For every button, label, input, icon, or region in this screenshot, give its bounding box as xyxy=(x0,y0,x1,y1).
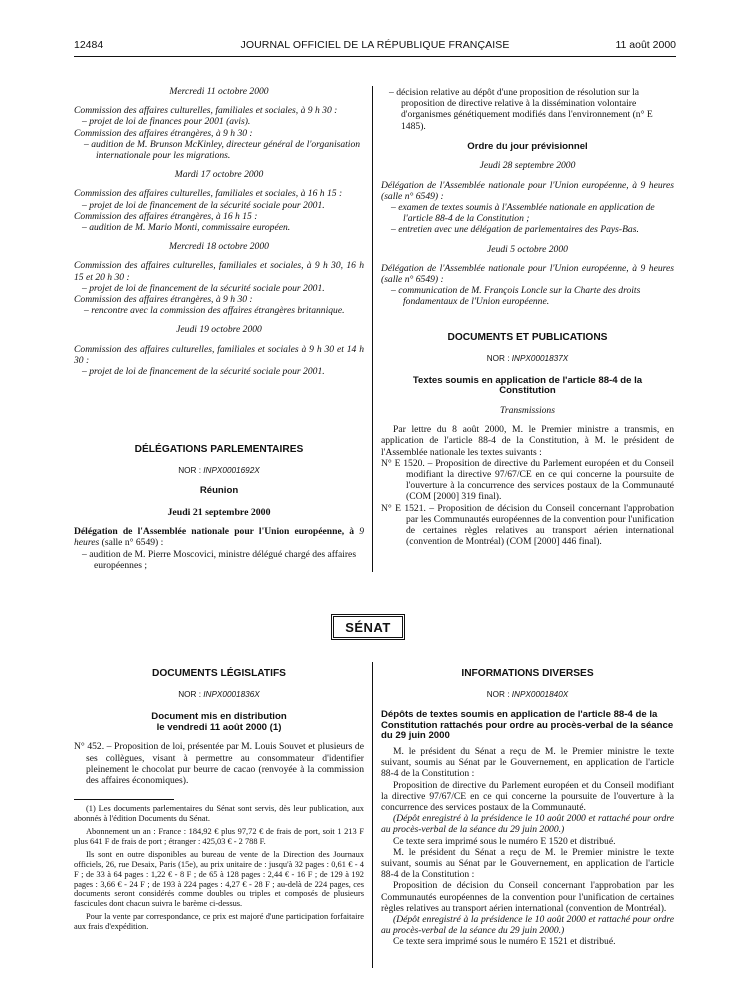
agenda-item: Commission des affaires culturelles, familiales et sociales, à 16 h 15 : xyxy=(74,188,343,200)
nor-label: NOR : xyxy=(178,466,201,476)
senat-label: SÉNAT xyxy=(345,619,391,635)
day-heading: Jeudi 5 octobre 2000 xyxy=(487,243,568,255)
body-paragraph: Par lettre du 8 août 2000, M. le Premier ministre a transmis, en application de l'article 88-4 de la Constitution, à M. le président de l'Assemblée nationale les textes suivants : xyxy=(381,424,674,458)
agenda-item: – audition de M. Brunson McKinley, directeur général de l'organisation internationale pour les migrations. xyxy=(84,138,361,162)
page-number: 12484 xyxy=(74,39,104,51)
agenda-item: Délégation de l'Assemblée nationale pour l'Union européenne, à 9 heures (salle n° 6549) : xyxy=(381,179,674,202)
nor-label: NOR : xyxy=(178,690,201,700)
nor-reference xyxy=(381,689,674,700)
subsection-title: Textes soumis en application de l'article 88-4 de la Constitution xyxy=(412,374,643,397)
footnote: (1) Les documents parlementaires du Sénat sont servis, dès leur publication, aux abonnés à l'édition Documents du Sénat. xyxy=(74,804,364,824)
agenda-item: – audition de M. Pierre Moscovici, ministre délégué chargé des affaires européennes ; xyxy=(82,548,357,571)
body-bold: Délégation de l'Assemblée nationale pour l'Union européenne, à xyxy=(74,526,355,538)
document-entry: N° 452. – Proposition de loi, présentée par M. Louis Souvet et plusieurs de ses collègues, visant à permettre au consommateur d'identifier pleinement le chocolat pur beurre de cacao (renvoyée à la commission des affaires économiques). xyxy=(74,741,364,787)
agenda-item: – audition de M. Mario Monti, commissaire européen. xyxy=(82,222,291,234)
agenda-item: – projet de loi de financement de la sécurité sociale pour 2001. xyxy=(82,199,325,211)
document-title: le vendredi 11 août 2000 (1) xyxy=(156,721,282,733)
meeting-date: Jeudi 21 septembre 2000 xyxy=(167,506,271,518)
body-paragraph: (Dépôt enregistré à la présidence le 10 août 2000 et rattaché pour ordre au procès-verbal de la séance du 29 juin 2000.) xyxy=(381,813,674,836)
day-heading: Mardi 17 octobre 2000 xyxy=(174,169,264,181)
agenda-item: Commission des affaires étrangères, à 16 h 15 : xyxy=(74,210,258,222)
body-paragraph: Ce texte sera imprimé sous le numéro E 1521 et distribué. xyxy=(393,936,616,948)
nor-reference xyxy=(74,465,364,476)
nor-label: NOR : xyxy=(486,690,510,700)
footnote: Pour la vente par correspondance, ce prix est majoré d'une participation forfaitaire aux frais d'expédition. xyxy=(74,912,364,932)
day-heading: Jeudi 19 octobre 2000 xyxy=(176,324,262,336)
body-italic: 9 heures xyxy=(74,526,364,549)
body-paragraph: Ce texte sera imprimé sous le numéro E 1520 et distribué. xyxy=(393,835,616,847)
body-paragraph: M. le président du Sénat a reçu de M. le Premier ministre le texte suivant, soumis au Sénat par le Gouvernement, en application de l'article 88-4 de la Constitution : xyxy=(381,745,674,780)
agenda-item: – examen de textes soumis à l'Assemblée nationale en application de l'article 88-4 de la Constitution ; xyxy=(391,201,655,225)
document-title: Document mis en distribution xyxy=(151,711,287,723)
senat-heading-box xyxy=(331,614,405,640)
text-entry: N° E 1520. – Proposition de directive du Parlement européen et du Conseil modifiant la directive 97/67/CE en ce qui concerne la poursuite de l'ouverture à la concurrence des services postaux de la Communauté (COM [2000] 319 final). xyxy=(381,457,674,503)
agenda-item: – projet de loi de financement de la sécurité sociale pour 2001. xyxy=(82,282,325,294)
day-heading: Mercredi 11 octobre 2000 xyxy=(169,86,269,97)
day-heading: Jeudi 28 septembre 2000 xyxy=(479,160,576,172)
agenda-item: – rencontre avec la commission des affaires étrangères britannique. xyxy=(84,305,345,317)
agenda-item: Commission des affaires culturelles, familiales et sociales, à 9 h 30, 16 h 15 et 20 h 30 : xyxy=(74,260,364,283)
nor-reference xyxy=(381,353,674,364)
subsection-title: Ordre du jour prévisionnel xyxy=(467,140,588,152)
day-heading: Mercredi 18 octobre 2000 xyxy=(169,241,269,253)
header-rule xyxy=(74,56,676,57)
delegations-section xyxy=(74,444,364,571)
nor-code: INPX0001692X xyxy=(203,466,260,476)
agenda-item: – décision relative au dépôt d'une proposition de résolution sur la proposition de directive relative à la dissémination volontaire d'organismes génétiquement modifiés dans l'environnement (n° E 1485). xyxy=(389,87,653,132)
agenda-item: – entretien avec une délégation de parlementaires des Pays-Bas. xyxy=(391,224,639,236)
left-column-top xyxy=(74,84,364,377)
meeting-body xyxy=(74,526,364,548)
issue-date: 11 août 2000 xyxy=(615,39,676,51)
agenda-item: – communication de M. François Loncle sur la Charte des droits fondamentaux de l'Union européenne. xyxy=(391,285,641,308)
section-title: INFORMATIONS DIVERSES xyxy=(461,668,594,679)
body-paragraph: (Dépôt enregistré à la présidence le 10 août 2000 et rattaché pour ordre au procès-verbal de la séance du 29 juin 2000.) xyxy=(381,913,674,937)
column-divider-bottom xyxy=(372,662,373,968)
body-paragraph: M. le président du Sénat a reçu de M. le Premier ministre le texte suivant, soumis au Sénat par le Gouvernement, en application de l'article 88-4 de la Constitution : xyxy=(381,846,674,881)
agenda-item: Délégation de l'Assemblée nationale pour l'Union européenne, à 9 heures (salle n° 6549) : xyxy=(381,262,674,285)
page-header xyxy=(74,39,676,55)
body-paragraph: Proposition de directive du Parlement européen et du Conseil modifiant la directive 97/67/CE en ce qui concerne la poursuite de l'ouverture à la concurrence des services postaux de la Communauté. xyxy=(381,779,674,813)
column-divider-top xyxy=(372,86,373,572)
nor-label: NOR : xyxy=(486,353,510,363)
subsection-title: Réunion xyxy=(199,485,239,497)
nor-code: INPX0001836X xyxy=(203,690,260,700)
section-title: DOCUMENTS ET PUBLICATIONS xyxy=(447,331,608,343)
body-paragraph: Proposition de décision du Conseil concernant l'approbation par les Communautés européennes de la convention pour l'unification de certaines règles relatives au transport aérien international (convention de Montréal). xyxy=(381,880,674,914)
nor-code: INPX0001837X xyxy=(511,353,569,363)
nor-code: INPX0001840X xyxy=(511,690,569,700)
footnote: Abonnement un an : France : 184,92 € plus 97,72 € de frais de port, soit 1 213 F plus 641 F de frais de port ; étranger : 425,03 € - 2 788 F. xyxy=(74,827,364,846)
subsection-subtitle: Transmissions xyxy=(500,404,555,416)
agenda-item: Commission des affaires culturelles, familiales et sociales, à 9 h 30 : xyxy=(74,105,338,117)
agenda-item: Commission des affaires étrangères, à 9 h 30 : xyxy=(74,127,253,139)
footnote-rule xyxy=(74,799,174,800)
section-title: DÉLÉGATIONS PARLEMENTAIRES xyxy=(134,444,304,455)
agenda-item: Commission des affaires culturelles, familiales et sociales à 9 h 30 et 14 h 30 : xyxy=(74,343,364,366)
text-entry: N° E 1521. – Proposition de décision du Conseil concernant l'approbation par les Communautés européennes de la convention pour l'unification de certaines règles relatives au transport aérien international (convention de Montréal) (COM [2000] 446 final). xyxy=(381,502,674,548)
right-column-top xyxy=(381,87,674,547)
right-column-bottom xyxy=(381,668,674,948)
agenda-item: Commission des affaires étrangères, à 9 h 30 : xyxy=(74,294,253,306)
section-title: DOCUMENTS LÉGISLATIFS xyxy=(152,668,286,679)
agenda-item: – projet de loi de finances pour 2001 (avis). xyxy=(82,116,251,128)
journal-title: JOURNAL OFFICIEL DE LA RÉPUBLIQUE FRANÇAISE xyxy=(240,39,510,51)
nor-reference xyxy=(74,689,364,700)
body-text: (salle n° 6549) : xyxy=(101,537,164,549)
agenda-item: – projet de loi de financement de la sécurité sociale pour 2001. xyxy=(82,366,325,378)
footnote: Ils sont en outre disponibles au bureau de vente de la Direction des Journaux officiels, 26, rue Desaix, Paris (15e), au prix unitaire de : jusqu'à 32 pages : 0,61 € - 4 F ; de 33 à 64 pages : 1,22 € - 8 F ; de 65 à 128 pages : 2,44 € - 16 F ; de 129 à 192 pages : 3,66 € - 24 F ; de 193 à 224 pages : 4,27 € - 28 F ; au-delà de 224 pages, ces documents seront considérés comme doubles ou triples et composés de plusieurs fascicules dont chacun suivra le barème ci-dessus. xyxy=(74,849,364,909)
subsection-title: Dépôts de textes soumis en application de l'article 88-4 de la Constitution rattachés pour ordre au procès-verbal de la séance du 29 juin 2000 xyxy=(381,709,674,742)
left-column-bottom xyxy=(74,668,364,932)
